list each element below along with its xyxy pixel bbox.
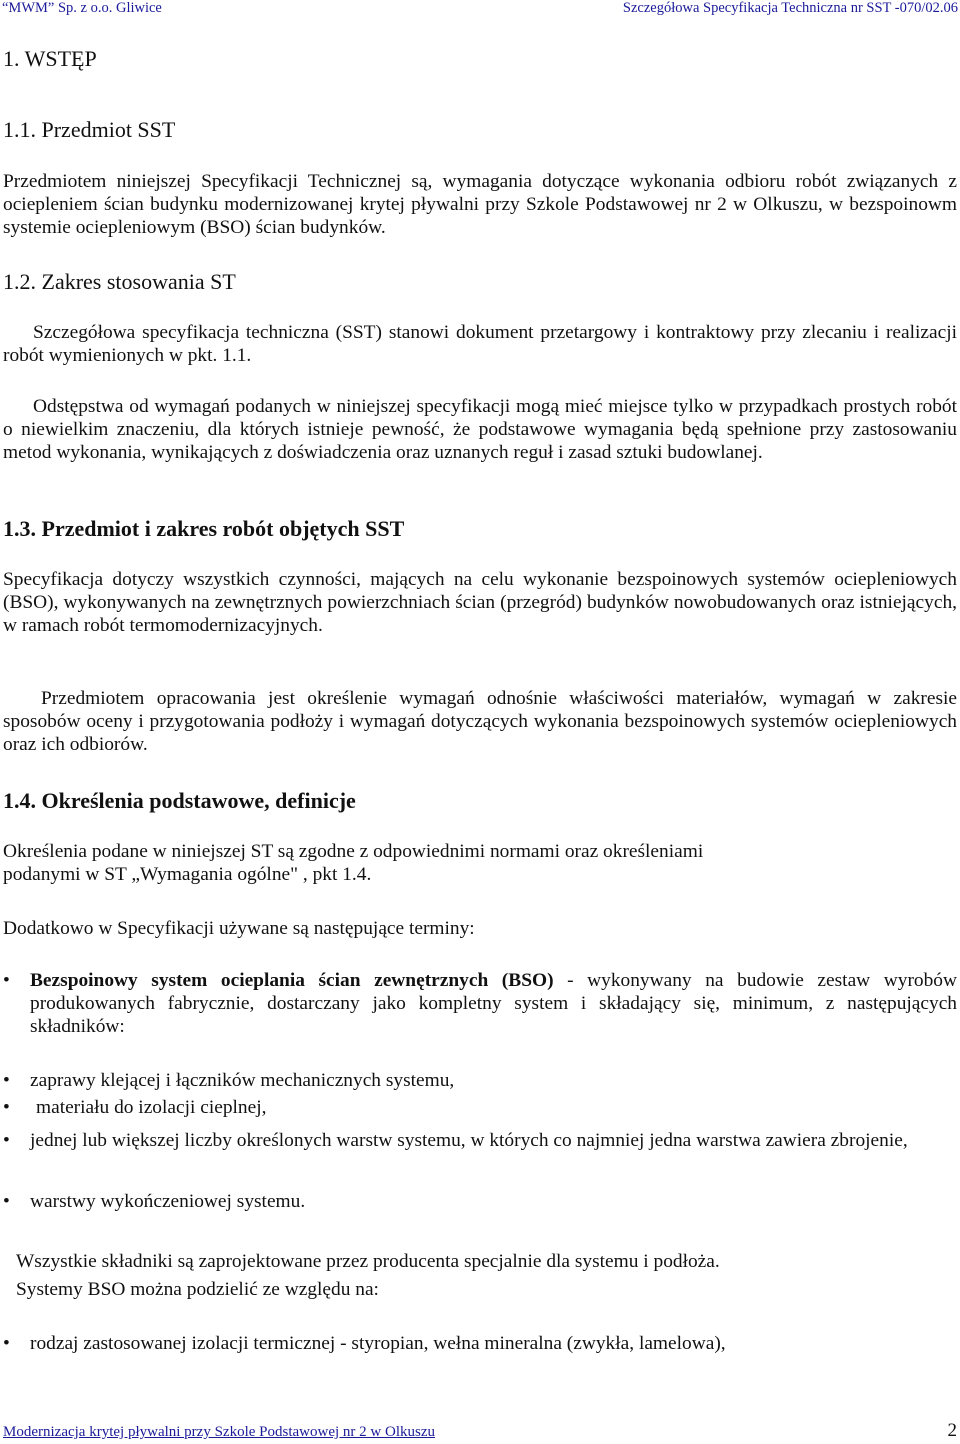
paragraph-components-designed: Wszystkie składniki są zaprojektowane przez producenta specjalnie dla systemu i podłoża. — [16, 1251, 720, 1272]
paragraph-deviations: Odstępstwa od wymagań podanych w niniejszej specyfikacji mogą mieć miejsce tylko w przypadkach prostych robót o niewielkim znaczeniu, dla których istnieje pewność, że podstawowe wymagania będą spełnione przy zastosowaniu metod wykonania, wynikających z doświadczenia oraz uznanych reguł i zasad sztuki budowlanej. — [3, 396, 957, 463]
header-spec-number: Szczegółowa Specyfikacja Techniczna nr SST -070/02.06 — [622, 0, 958, 16]
page-footer — [3, 1418, 957, 1442]
subsection-title-1-1: 1.1. Przedmiot SST — [3, 117, 176, 142]
subsection-title-1-3: 1.3. Przedmiot i zakres robót objętych SST — [3, 516, 405, 541]
page-number: 2 — [947, 1420, 957, 1441]
header-company: “MWM” Sp. z o.o. Gliwice — [2, 0, 162, 16]
list-item-component: zaprawy klejącej i łączników mechanicznych systemu, — [30, 1070, 455, 1091]
paragraph-works-scope: Specyfikacja dotyczy wszystkich czynności, mających na celu wykonanie bezspoinowych systemów ociepleniowych (BSO), wykonywanych na zewnętrznych powierzchniach ścian (przegród) budynków nowobudowanych oraz istniejących, w ramach robót termomodernizacyjnych. — [3, 569, 957, 636]
definition-term: Bezspoinowy system ocieplania ścian zewnętrznych (BSO) — [30, 970, 554, 991]
definition-description: - wykonywany na budowie zestaw wyrobów produkowanych fabrycznie, dostarczany jako kompletny system i składający się, minimum, z następujących składników: — [30, 970, 957, 1037]
bullet-marker: • — [3, 1097, 10, 1118]
list-item-component: materiału do izolacji cieplnej, — [36, 1097, 267, 1118]
paragraph-subject: Przedmiotem niniejszej Specyfikacji Technicznej są, wymagania dotyczące wykonania odbioru robót związanych z ociepleniem ścian budynku modernizowanej krytej pływalni przy Szkole Podstawowej nr 2 w Olkuszu, w bezspoinowm systemie ociepleniowym (BSO) ścian budynków. — [3, 171, 957, 238]
bullet-marker: • — [3, 1191, 10, 1212]
list-item-component: jednej lub większej liczby określonych warstw systemu, w których co najmniej jedna warstwa zawiera zbrojenie, — [30, 1130, 908, 1151]
paragraph-definitions-line1: Określenia podane w niniejszej ST są zgodne z odpowiednimi normami oraz określeniami — [3, 841, 704, 862]
bullet-marker: • — [3, 1333, 10, 1354]
page-header — [2, 0, 958, 20]
paragraph-additional-terms: Dodatkowo w Specyfikacji używane są następujące terminy: — [3, 918, 475, 939]
bullet-marker: • — [3, 1130, 10, 1151]
bullet-marker: • — [3, 970, 10, 991]
paragraph-definitions-line2: podanymi w ST „Wymagania ogólne" , pkt 1.4. — [3, 864, 372, 885]
section-title: 1. WSTĘP — [3, 46, 97, 71]
paragraph-bso-division: Systemy BSO można podzielić ze względu na: — [16, 1279, 379, 1300]
subsection-title-1-4: 1.4. Określenia podstawowe, definicje — [3, 788, 356, 813]
bullet-marker: • — [3, 1070, 10, 1091]
definition-bso — [30, 969, 957, 1038]
footer-project-title: Modernizacja krytej pływalni przy Szkole Podstawowej nr 2 w Olkuszu — [3, 1424, 435, 1440]
list-item-component: warstwy wykończeniowej systemu. — [30, 1191, 306, 1212]
paragraph-scope: Szczegółowa specyfikacja techniczna (SST) stanowi dokument przetargowy i kontraktowy przy zlecaniu i realizacji robót wymienionych w pkt. 1.1. — [3, 322, 957, 366]
list-item-division: rodzaj zastosowanej izolacji termicznej - styropian, wełna mineralna (zwykła, lamelowa), — [30, 1333, 726, 1354]
subsection-title-1-2: 1.2. Zakres stosowania ST — [3, 269, 236, 294]
paragraph-study-subject: Przedmiotem opracowania jest określenie wymagań odnośnie właściwości materiałów, wymagań w zakresie sposobów oceny i przygotowania podłoży i wymagań dotyczących wykonania bezspoinowych systemów ociepleniowych oraz ich odbiorów. — [3, 688, 957, 755]
